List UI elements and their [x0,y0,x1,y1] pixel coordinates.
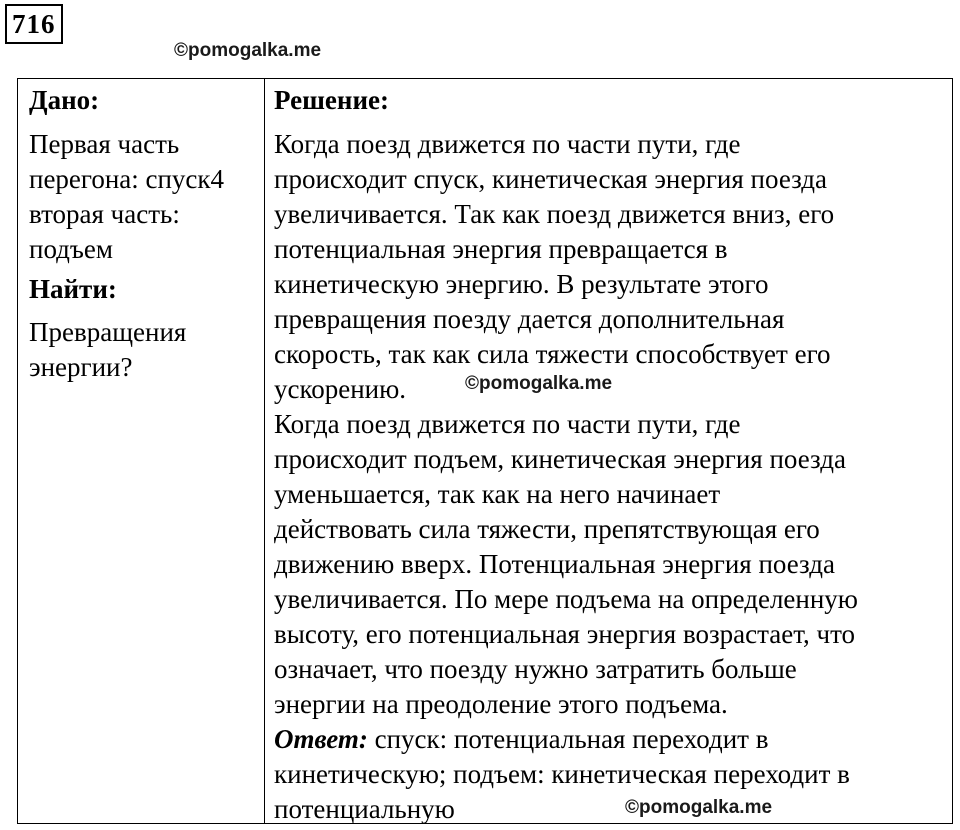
solution-line: движению вверх. Потенциальная энергия поезда [274,549,835,579]
solution-line: уменьшается, так как на него начинает [274,479,721,509]
given-column [29,79,261,385]
solution-line: ускорению. [274,374,407,404]
watermark-middle: ©pomogalka.me [465,373,613,394]
solution-heading: Решение: [274,85,389,115]
solution-line: происходит спуск, кинетическая энергия поезда [274,164,828,194]
solution-line: Когда поезд движется по части пути, где [274,129,741,159]
answer-line [274,722,950,757]
solution-line: происходит подъем, кинетическая энергия поезда [274,444,846,474]
solution-line: увеличивается. По мере подъема на определенную [274,584,858,614]
given-line: перегона: спуск4 [29,164,225,194]
solution-line: превращения поезду дается дополнительная [274,304,785,334]
solution-column [274,79,950,827]
solution-line: означает, что поезду нужно затратить больше [274,654,797,684]
given-text [29,127,261,267]
watermark-bottom: ©pomogalka.me [625,797,773,818]
solution-line: Когда поезд движется по части пути, где [274,409,741,439]
solution-line: потенциальная энергия превращается в [274,234,728,264]
solution-line: энергии на преодоление этого подъема. [274,689,728,719]
solution-table [17,78,953,824]
find-heading: Найти: [29,274,117,304]
find-line: Превращения [29,317,187,347]
column-divider [264,79,265,823]
solution-line: высоту, его потенциальная энергия возрастает, что [274,619,856,649]
answer-label: Ответ: [274,724,368,754]
solution-line: кинетическую энергию. В результате этого [274,269,769,299]
problem-number: 716 [5,4,63,44]
solution-line: увеличивается. Так как поезд движется вниз, его [274,199,835,229]
solution-line: скорость, так как сила тяжести способствует его [274,339,831,369]
answer-line: кинетическую; подъем: кинетическая переходит в [274,759,850,789]
given-line: Первая часть [29,129,180,159]
answer-line: потенциальную [274,794,455,824]
given-line: вторая часть: [29,199,180,229]
solution-line: действовать сила тяжести, препятствующая его [274,514,820,544]
given-line: подъем [29,234,113,264]
watermark-top: ©pomogalka.me [174,40,322,61]
find-line: энергии? [29,352,133,382]
find-text [29,315,261,385]
solution-text [274,127,950,827]
given-heading: Дано: [29,85,100,115]
answer-text: спуск: потенциальная переходит в [367,724,769,754]
